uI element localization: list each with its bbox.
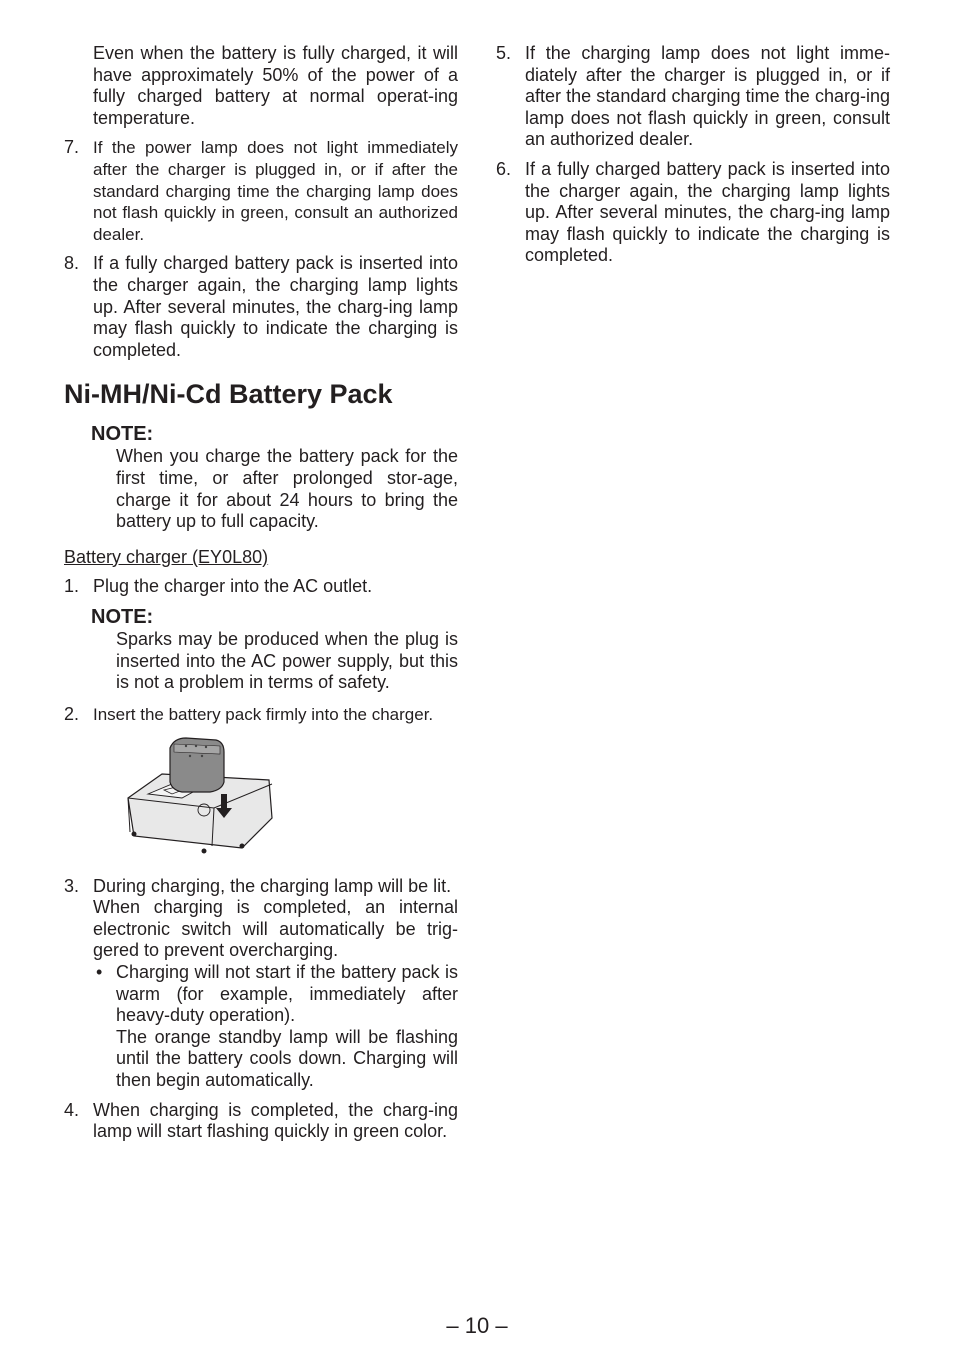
bullet-text-continued: The orange standby lamp will be flashing until the battery cools down. Charging will then begin automatically. (116, 1026, 458, 1090)
list-number: 4. (64, 1099, 80, 1120)
list-text: If a fully charged battery pack is inserted into the charger again, the charging lamp lights up. After several minutes, the charg-ing lamp may flash quickly to indicate the charging is completed. (525, 158, 890, 266)
list-text: During charging, the charging lamp will be lit. (93, 875, 452, 896)
note-body: Sparks may be produced when the plug is inserted into the AC power supply, but this is not a problem in terms of safety. (116, 629, 458, 693)
intro-paragraph: Even when the battery is fully charged, it will have approximately 50% of the power of a fully charged battery at normal operat-ing temperature. (93, 43, 458, 128)
list-text: When charging is completed, the charg-ing lamp will start flashing quickly in green color. (93, 1099, 458, 1142)
step-1 (64, 576, 458, 598)
list-text: If the power lamp does not light immediately after the charger is plugged in, or if after the standard charging time the charging lamp does not flash quickly in green, consult an authorized dealer. (93, 138, 458, 244)
battery-charger-illustration (124, 736, 274, 862)
list-item-8 (64, 253, 458, 361)
note-title: NOTE: (91, 423, 154, 446)
section-title: Ni-MH/Ni-Cd Battery Pack (64, 379, 393, 410)
list-item-7 (64, 137, 458, 245)
step-4 (64, 1100, 458, 1143)
bullet-item (93, 962, 458, 1092)
list-item-6 (496, 159, 890, 267)
list-text-continued: When charging is completed, an internal electronic switch will automatically be trig-gered to prevent overcharging. (93, 897, 458, 961)
list-text: If the charging lamp does not light imme-diately after the charger is plugged in, or if after the standard charging time the charg-ing lamp does not flash quickly in green, consult an authorized dealer. (525, 43, 890, 150)
step-2 (64, 704, 458, 726)
bullet-mark: • (96, 962, 103, 983)
list-text: If a fully charged battery pack is inserted into the charger again, the charging lamp lights up. After several minutes, the charg-ing lamp may flash quickly to indicate the charging is completed. (93, 253, 458, 360)
list-number: 7. (64, 137, 80, 158)
left-column (64, 43, 458, 1151)
list-text: Insert the battery pack firmly into the charger. (93, 705, 434, 725)
step-3 (64, 876, 458, 1092)
right-column (496, 43, 890, 275)
note-body: When you charge the battery pack for the first time, or after prolonged stor-age, charge it for about 24 hours to bring the battery up to full capacity. (116, 446, 458, 532)
list-number: 2. (64, 704, 80, 725)
list-number: 8. (64, 253, 80, 274)
list-number: 1. (64, 575, 80, 596)
bullet-text: Charging will not start if the battery pack is warm (for example, immediately after heavy-duty operation). (116, 962, 458, 1026)
list-text: Plug the charger into the AC outlet. (93, 575, 373, 596)
note-title: NOTE: (91, 606, 154, 629)
list-item-5 (496, 43, 890, 151)
list-number: 5. (496, 43, 512, 63)
subheading: Battery charger (EY0L80) (64, 546, 269, 567)
list-number: 6. (496, 158, 512, 179)
list-number: 3. (64, 875, 80, 896)
page-number: – 10 – (446, 1313, 508, 1338)
